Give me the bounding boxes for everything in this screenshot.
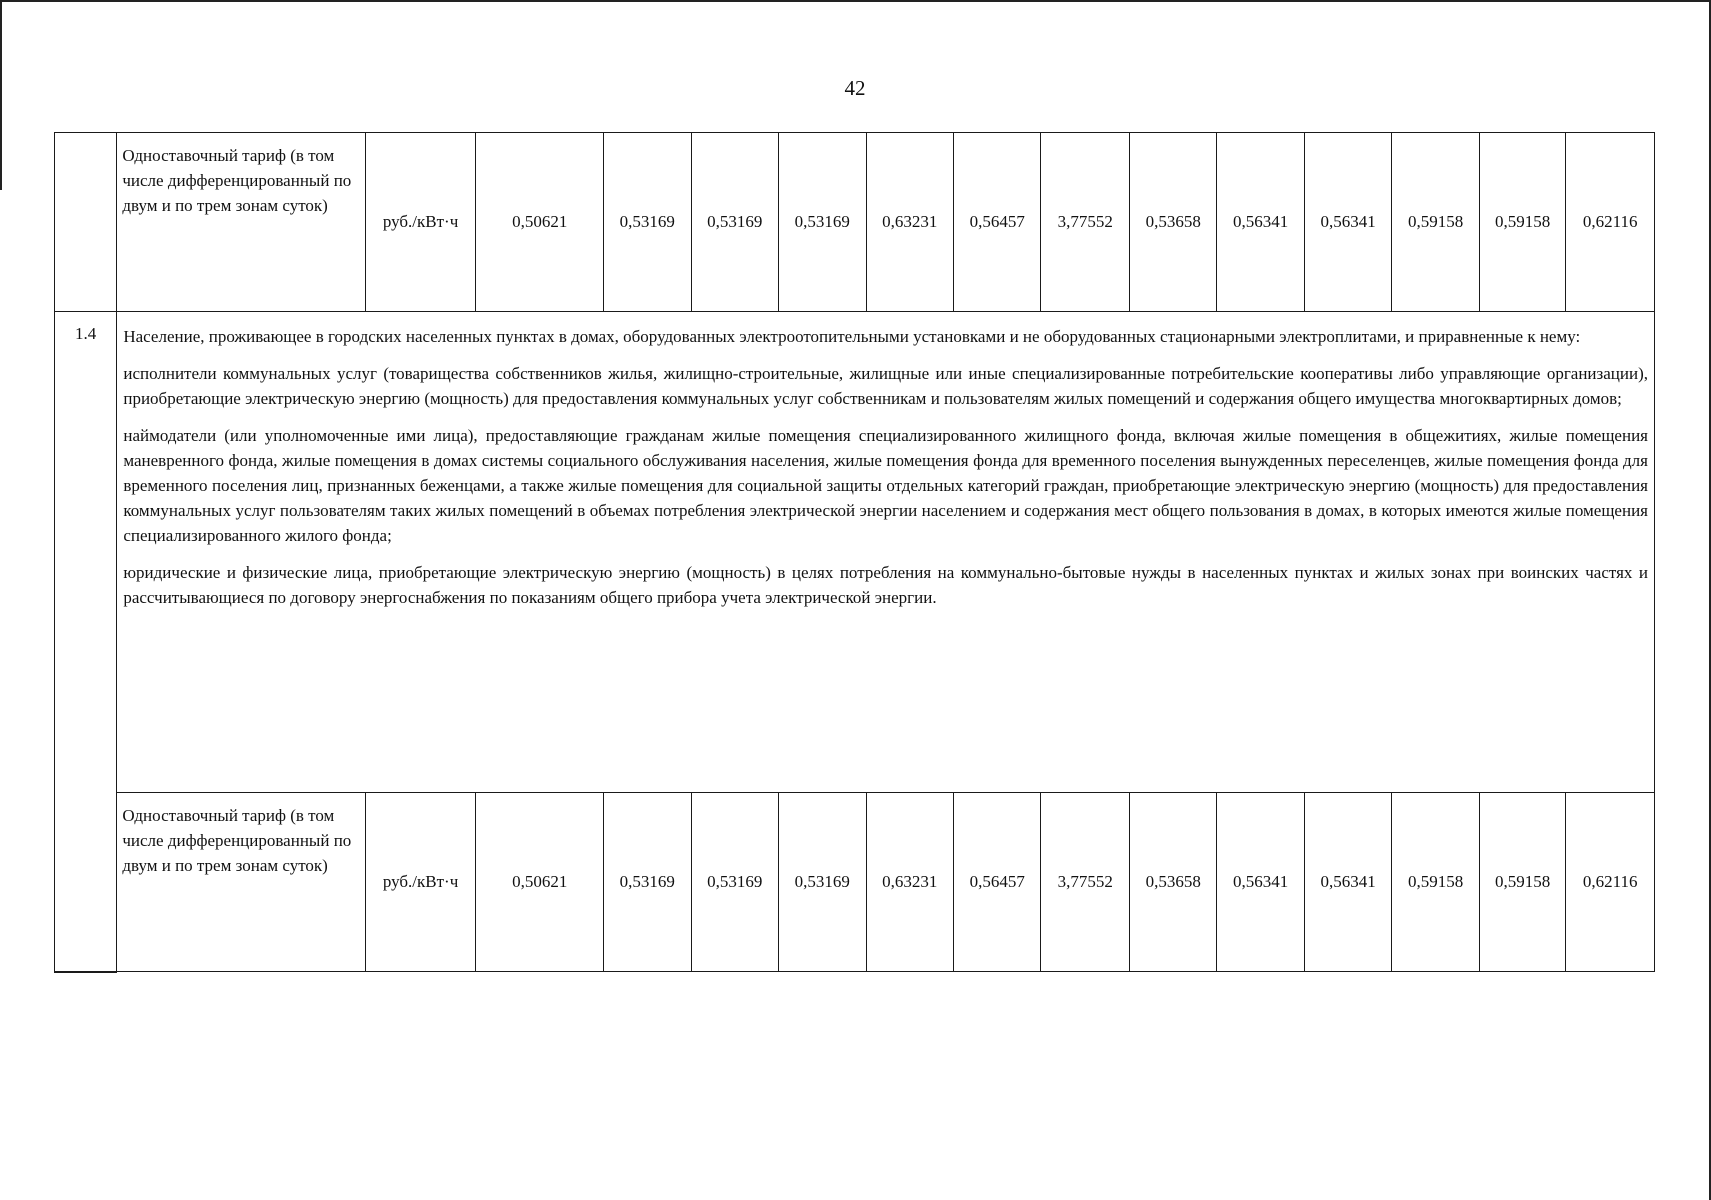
tariff-unit: руб./кВт·ч — [365, 793, 476, 972]
table-row-tariff-1 — [55, 133, 1655, 312]
tariff-value: 0,56341 — [1217, 793, 1304, 972]
tariff-value: 0,50621 — [476, 133, 604, 312]
tariff-value: 0,56457 — [953, 793, 1040, 972]
page-number: 42 — [844, 76, 866, 100]
tariff-value: 0,53169 — [691, 133, 778, 312]
section-paragraph: исполнители коммунальных услуг (товарищества собственников жилья, жилищно-строительные, жилищные или иные специализированные потребительские кооперативы либо управляющие организации), приобретающие электрическую энергию (мощность) для предоставления коммунальных услуг собственникам и пользователям жилых помещений и содержания общего имущества многоквартирных домов; — [123, 364, 1648, 408]
tariff-value: 0,53169 — [691, 793, 778, 972]
tariff-value: 0,59158 — [1392, 133, 1479, 312]
tariff-value: 0,56341 — [1217, 133, 1304, 312]
tariff-table — [54, 132, 1655, 973]
section-number: 1.4 — [55, 312, 117, 972]
tariff-description: Одноставочный тариф (в том числе дифференцированный по двум и по трем зонам суток) — [117, 793, 365, 972]
tariff-value: 0,62116 — [1566, 793, 1655, 972]
tariff-value: 0,53169 — [604, 793, 691, 972]
tariff-value: 0,53658 — [1129, 133, 1216, 312]
tariff-value: 0,53169 — [779, 793, 866, 972]
table-row-section-1-4 — [55, 312, 1655, 793]
tariff-value: 0,53658 — [1129, 793, 1216, 972]
tariff-value: 0,53169 — [604, 133, 691, 312]
section-description — [117, 312, 1655, 793]
table-row-tariff-2 — [55, 793, 1655, 972]
scan-border-top — [0, 0, 1711, 2]
tariff-value: 3,77552 — [1041, 133, 1129, 312]
tariff-value: 0,56341 — [1304, 793, 1391, 972]
section-paragraph: наймодатели (или уполномоченные ими лица), предоставляющие гражданам жилые помещения специализированного жилищного фонда, включая жилые помещения в общежитиях, жилые помещения маневренного фонда, жилые помещения в домах системы социального обслуживания населения, жилые помещения фонда для временного поселения вынужденных переселенцев, жилые помещения фонда для временного поселения лиц, признанных беженцами, а также жилые помещения для социальной защиты отдельных категорий граждан, приобретающие электрическую энергию (мощность) для предоставления коммунальных услуг пользователям таких жилых помещений в объемах потребления электрической энергии населением и содержания мест общего пользования в домах, в которых имеются жилые помещения специализированного жилого фонда; — [123, 426, 1648, 545]
tariff-value: 0,63231 — [866, 133, 953, 312]
tariff-value: 0,62116 — [1566, 133, 1655, 312]
tariff-description: Одноставочный тариф (в том числе дифференцированный по двум и по трем зонам суток) — [117, 133, 365, 312]
tariff-unit: руб./кВт·ч — [365, 133, 476, 312]
tariff-value: 0,53169 — [779, 133, 866, 312]
section-paragraph: юридические и физические лица, приобретающие электрическую энергию (мощность) в целях потребления на коммунально-бытовые нужды в населенных пунктах и жилых зонах при воинских частях и рассчитывающиеся по договору энергоснабжения по показаниям общего прибора учета электрической энергии. — [123, 563, 1648, 607]
tariff-value: 0,59158 — [1392, 793, 1479, 972]
tariff-value: 0,63231 — [866, 793, 953, 972]
tariff-value: 0,56341 — [1304, 133, 1391, 312]
section-paragraph: Население, проживающее в городских населенных пунктах в домах, оборудованных электроотопительными установками и не оборудованных стационарными электроплитами, и приравненные к нему: — [123, 327, 1581, 346]
row-number-cell-empty — [55, 133, 117, 312]
scan-border-left — [0, 0, 2, 190]
tariff-value: 3,77552 — [1041, 793, 1129, 972]
tariff-value: 0,56457 — [953, 133, 1040, 312]
tariff-value: 0,59158 — [1479, 793, 1565, 972]
tariff-value: 0,50621 — [476, 793, 604, 972]
tariff-value: 0,59158 — [1479, 133, 1565, 312]
